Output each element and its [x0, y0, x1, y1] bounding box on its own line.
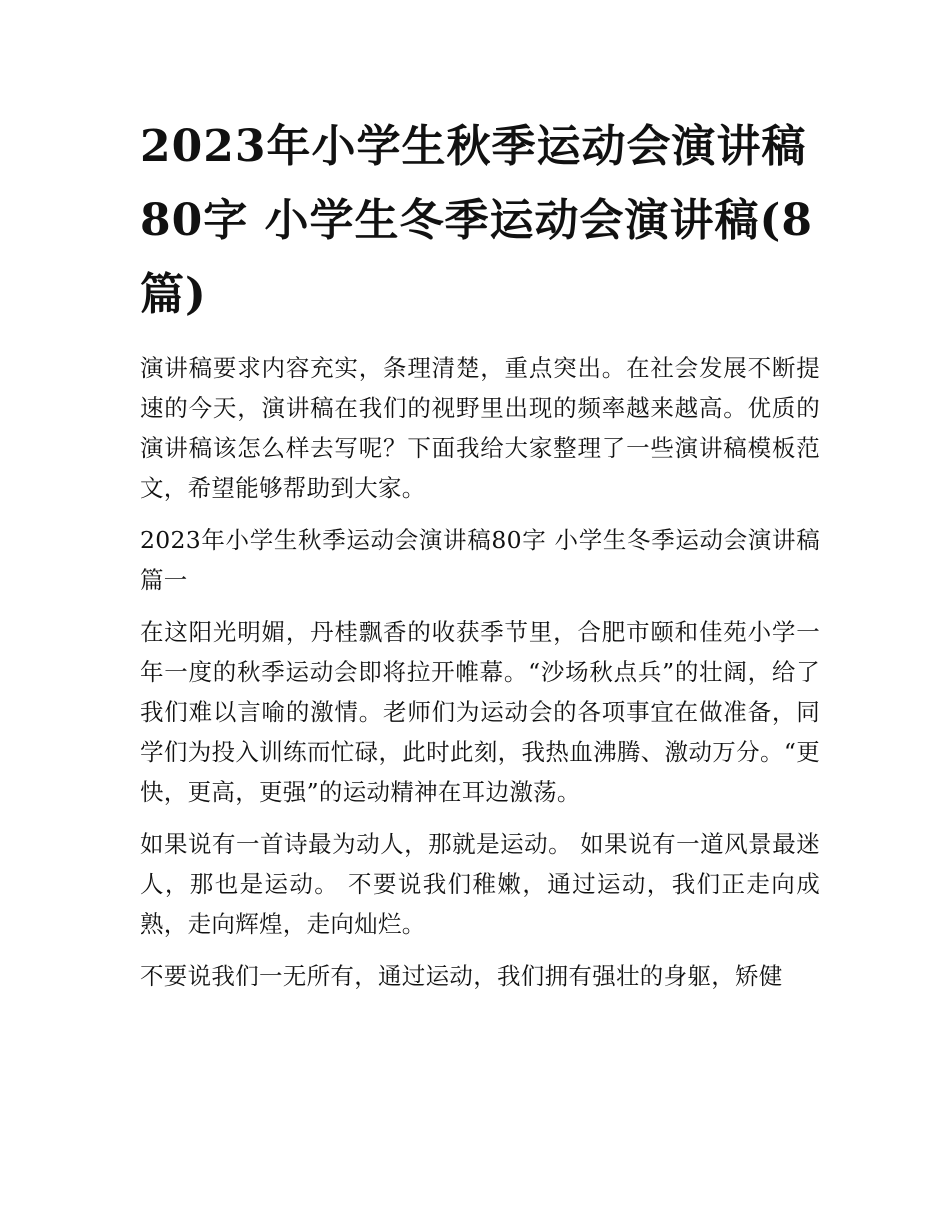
document-page	[140, 110, 820, 1008]
document-title: 2023年小学生秋季运动会演讲稿80字 小学生冬季运动会演讲稿(8篇)	[140, 121, 813, 320]
section-heading: 2023年小学生秋季运动会演讲稿80字 小学生冬季运动会演讲稿篇一	[140, 526, 820, 594]
body-paragraph: 如果说有一首诗最为动人，那就是运动。 如果说有一道风景最迷人，那也是运动。 不要说我们稚嫩，通过运动，我们正走向成熟，走向辉煌，走向灿烂。	[140, 830, 820, 938]
body-paragraph: 在这阳光明媚，丹桂飘香的收获季节里，合肥市颐和佳苑小学一年一度的秋季运动会即将拉开帷幕。“沙场秋点兵”的壮阔，给了我们难以言喻的激情。老师们为运动会的各项事宜在做准备，同学们为投入训练而忙碌，此时此刻，我热血沸腾、激动万分。“更快，更高，更强”的运动精神在耳边激荡。	[140, 618, 820, 806]
body-paragraph: 不要说我们一无所有，通过运动，我们拥有强壮的身躯，矫健	[140, 962, 783, 990]
intro-paragraph: 演讲稿要求内容充实，条理清楚，重点突出。在社会发展不断提速的今天，演讲稿在我们的视野里出现的频率越来越高。优质的演讲稿该怎么样去写呢？下面我给大家整理了一些演讲稿模板范文，希望能够帮助到大家。	[140, 354, 820, 502]
